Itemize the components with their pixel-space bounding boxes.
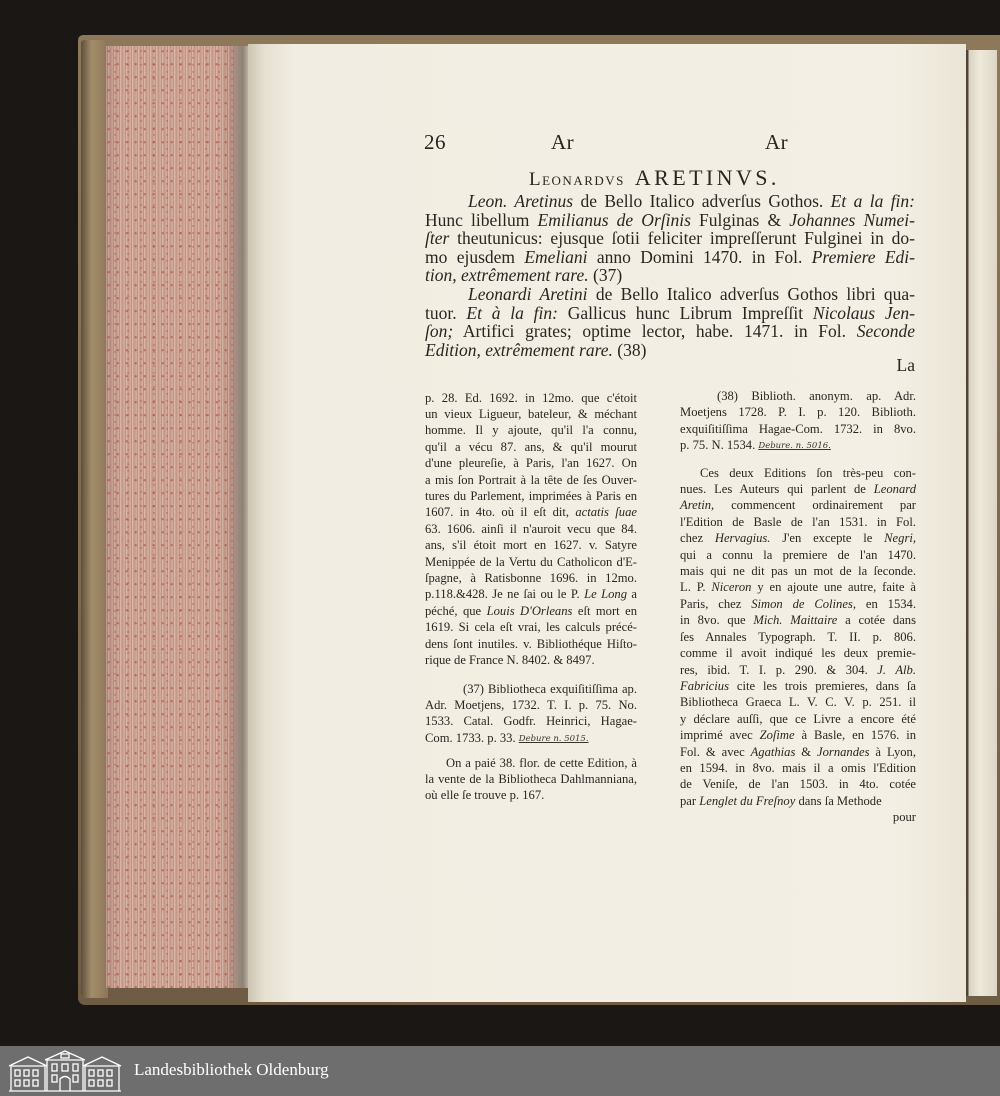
text-run: où elle ſe trouve p. 167. (425, 788, 545, 803)
paragraph (425, 390, 637, 669)
handwritten-annotation: Debure. n. 5016. (758, 441, 831, 452)
text-run: nues. Les Auteurs qui parlent de (680, 482, 874, 497)
text-run: 1533. Catal. Godfr. Heinrici, Hagae- (425, 714, 637, 729)
text-run: un vieux Ligueur, bateleur, & méchant (425, 407, 637, 421)
text-run: a (627, 587, 637, 602)
text-run: Fol. & avec (680, 744, 751, 759)
text-line (680, 421, 916, 437)
page-catchword: pour (892, 810, 916, 825)
italic-text-run: Johannes Numei- (789, 209, 915, 230)
italic-text-run: J. Alb. (877, 662, 916, 677)
italic-text-run: ſter (425, 228, 450, 249)
text-run: (38) Biblioth. anonym. ap. Adr. (717, 389, 916, 403)
text-run: J'en excepte le (770, 531, 885, 546)
text-line (425, 285, 915, 304)
text-line (680, 563, 916, 579)
text-line (425, 504, 637, 520)
text-line (425, 390, 637, 406)
footnotes-left-column (425, 390, 637, 804)
text-run: homme. Il y ajoute, qu'il l'a connu, (425, 423, 637, 438)
text-line (425, 603, 637, 619)
text-line (425, 439, 637, 455)
footnotes-right-column (680, 388, 916, 826)
text-run: ſpagne, à Ratisbonne 1696. in 12mo. (425, 571, 637, 586)
italic-text-run: Et à la fin: (466, 302, 558, 323)
text-line (680, 497, 916, 513)
text-run: à Basle, en 1576. in (794, 728, 916, 743)
text-run: mais qui ne dit pas un mot de la ſeconde. (680, 564, 916, 579)
text-line (680, 388, 916, 404)
text-line (680, 776, 916, 792)
italic-text-run: Emilianus de Orſinis (537, 209, 691, 230)
heading-surname: ARETINVS. (634, 165, 780, 190)
text-line (680, 678, 916, 694)
italic-text-run: Fabricius (680, 678, 729, 693)
italic-text-run: ſon; (425, 321, 454, 342)
text-line (425, 406, 637, 422)
library-footer-banner (0, 1046, 1000, 1096)
text-line (425, 697, 637, 713)
text-run: p. 28. Ed. 1692. in 12mo. que c'étoit (425, 390, 637, 405)
paragraph (425, 285, 915, 359)
text-run: qu'il a vécu 87. ans, & qu'il mourut (425, 439, 637, 454)
italic-text-run: Seconde (856, 321, 915, 342)
italic-text-run: Hervagius. (714, 531, 771, 546)
text-line (425, 472, 637, 488)
text-line (425, 229, 915, 248)
italic-text-run: Lenglet du Freſnoy (699, 793, 796, 808)
text-run: (37) (588, 265, 623, 286)
text-run: tuor. (425, 302, 467, 323)
running-head-right: Ar (765, 130, 789, 154)
text-run: d'une pleureſie, à Paris, l'an 1627. On (425, 456, 637, 471)
italic-text-run: Leonard (873, 482, 916, 497)
italic-text-run: Niceron (711, 580, 752, 595)
text-run: en 1594. in 8vo. mais il a omis l'Edition (680, 760, 916, 775)
text-run: Fulginas & (690, 209, 790, 230)
text-run: Hunc libellum (425, 209, 538, 230)
text-run: commencent ordinairement par (714, 498, 916, 513)
text-run: Artifici grates; optime lector, habe. 1471. in Fol. (453, 321, 857, 342)
italic-text-run: Negri, (884, 531, 916, 546)
text-line (680, 547, 916, 563)
text-line (680, 662, 916, 678)
text-run: imprimé avec (680, 728, 760, 743)
text-run: ans, s'il étoit mort en 1627. v. Satyre (425, 538, 637, 553)
text-run: & (795, 744, 818, 759)
text-run: exquiſitiſſima Hagae-Com. 1732. in 8vo. (680, 421, 916, 436)
book-cover-edge (81, 40, 108, 998)
text-run: par (680, 793, 700, 808)
text-line (680, 514, 916, 530)
text-line (425, 422, 637, 438)
text-run: (38) (612, 339, 647, 360)
library-name: Landesbibliothek Oldenburg (134, 1060, 329, 1079)
text-line (425, 570, 637, 586)
text-line (680, 596, 916, 612)
italic-text-run: Et a la fin: (830, 191, 915, 211)
text-line (680, 612, 916, 628)
text-run: Bibliotheca Graeca L. V. C. V. p. 251. il (680, 695, 916, 710)
text-line (425, 521, 637, 537)
text-line (425, 211, 915, 230)
text-run: 1607. in 4to. où il eſt dit, (425, 505, 576, 520)
text-line (680, 793, 916, 809)
paragraph (425, 681, 637, 748)
text-run: de Veniſe, de l'an 1503. in 4to. cotée (680, 777, 916, 792)
italic-text-run: tion, extrêmement rare. (425, 265, 589, 286)
text-run: a mis ſon Portrait à la tête de ſes Ouver- (425, 472, 637, 487)
text-line (680, 530, 916, 546)
text-run: p. 75. N. 1534. (680, 438, 759, 453)
text-run: p.118.&428. Je ne ſai ou le P. (425, 587, 585, 602)
text-run: anno Domini 1470. in Fol. (587, 246, 812, 267)
text-run: Moetjens 1728. P. I. p. 120. Biblioth. (680, 405, 916, 420)
text-line (425, 586, 637, 602)
text-line (425, 787, 637, 803)
italic-text-run: actatis ſuae (575, 505, 637, 520)
text-line (680, 727, 916, 743)
text-line (680, 437, 916, 454)
library-building-icon (7, 1049, 123, 1093)
text-run: mo ejusdem (425, 246, 525, 267)
text-run: de Bello Italico adverſus Gothos. (573, 191, 831, 211)
text-line (680, 744, 916, 760)
facing-page-edge (966, 50, 997, 996)
text-line (425, 636, 637, 652)
text-run: a cotée dans (837, 613, 916, 628)
text-line (680, 760, 916, 776)
text-run: y déclare auſſi, que ce Livre a encore été (680, 711, 916, 726)
paragraph (425, 755, 637, 804)
text-run: Adr. Moetjens, 1732. T. I. p. 75. No. (425, 697, 637, 712)
text-run: qui a connu la premiere de l'an 1470. (680, 547, 916, 562)
handwritten-annotation: Debure n. 5015. (518, 733, 589, 744)
text-line (425, 730, 637, 747)
italic-text-run: Louis D'Orleans (486, 603, 573, 618)
text-run: L. P. (680, 580, 712, 595)
text-line (425, 554, 637, 570)
text-line (425, 304, 915, 323)
italic-text-run: Jornandes (817, 744, 870, 759)
text-run: chez (680, 531, 715, 546)
bibliographic-entries (425, 192, 915, 359)
book-page (248, 44, 966, 1002)
text-run: en 1534. (855, 596, 916, 611)
italic-text-run: Simon de Colines, (751, 596, 856, 611)
text-run: Paris, chez (680, 596, 752, 611)
text-run: dans ſa Methode (795, 793, 882, 808)
text-line (425, 652, 637, 668)
text-run: tures du Parlement, imprimées à Paris en (425, 489, 637, 504)
page-number: 26 (424, 130, 446, 154)
text-run: (37) Bibliotheca exquiſitiſſima ap. (463, 681, 637, 696)
running-head-left: Ar (551, 130, 575, 154)
text-run: péché, que (425, 603, 487, 618)
text-line (680, 645, 916, 661)
italic-text-run: Premiere Edi- (811, 246, 915, 267)
italic-text-run: Zoſime (759, 728, 795, 743)
italic-text-run: Aretin, (680, 498, 715, 513)
text-run: cite les trois premieres, dans ſa (728, 678, 916, 693)
text-line (680, 629, 916, 645)
text-line (680, 579, 916, 595)
text-run: comme il avoit indiqué les deux premie- (680, 646, 916, 661)
text-run: la vente de la Bibliotheca Dahlmanniana, (425, 772, 637, 787)
entries-catchword: La (896, 355, 915, 375)
text-line (425, 537, 637, 553)
text-run: à Lyon, (869, 744, 916, 759)
text-line (425, 248, 915, 267)
text-line (680, 694, 916, 710)
text-run: ſes Annales Typograph. T. II. p. 806. (680, 629, 916, 644)
text-run: Gallicus hunc Librum Impreſſit (557, 302, 813, 323)
italic-text-run: Agathias (750, 744, 796, 759)
text-run: 63. 1606. ainſi il n'auroit vecu que 84. (425, 521, 637, 536)
italic-text-run: Leon. Aretinus (468, 191, 574, 211)
italic-text-run: Mich. Maittaire (753, 613, 838, 628)
text-line (425, 755, 637, 771)
entry-heading (529, 166, 780, 193)
text-run: y en ajoute une autre, faite à (751, 580, 916, 595)
italic-text-run: Leonardi Aretini (468, 283, 588, 304)
text-line (680, 711, 916, 727)
text-run: de Bello Italico adverſus Gothos libri qua- (587, 283, 916, 304)
text-run: eſt mort en (572, 603, 637, 618)
text-run: res, ibid. T. I. p. 290. & 304. (680, 662, 878, 677)
italic-text-run: Edition, extrêmement rare. (425, 339, 613, 360)
text-run: rique de France N. 8402. & 8497. (425, 653, 595, 668)
text-line (425, 488, 637, 504)
heading-first-name: Leonardvs (529, 169, 625, 190)
text-run: 1619. Si cela eſt vrai, les calculs précé- (425, 620, 637, 635)
text-run: l'Edition de Basle de l'an 1531. in Fol. (680, 514, 916, 529)
text-run: Menippée de la Vertu du Catholicon d'E- (425, 554, 637, 569)
text-line (425, 322, 915, 341)
text-line (680, 481, 916, 497)
text-run: theutunicus: ejusque ſotii feliciter impreſſerunt Fulginei in do- (449, 228, 915, 249)
text-line (425, 455, 637, 471)
text-line (680, 465, 916, 481)
italic-text-run: Nicolaus Jen- (812, 302, 916, 323)
paragraph (680, 465, 916, 810)
text-run: dens ſont inutiles. v. Bibliothéque Hiſto- (425, 636, 637, 651)
page-block-fore-edge (106, 46, 236, 988)
text-run: Com. 1733. p. 33. (425, 730, 519, 745)
paragraph (680, 388, 916, 455)
text-line (425, 771, 637, 787)
text-line (425, 266, 915, 285)
text-line (680, 404, 916, 420)
text-line (425, 619, 637, 635)
text-line (425, 192, 915, 211)
italic-text-run: Le Long (584, 587, 627, 602)
text-line (425, 713, 637, 729)
paragraph (425, 192, 915, 285)
text-run: On a paié 38. flor. de cette Edition, à (446, 755, 637, 770)
text-run: in 8vo. que (680, 613, 754, 628)
text-run: Ces deux Editions ſon très-peu con- (700, 465, 916, 480)
text-line (425, 681, 637, 697)
italic-text-run: Emeliani (524, 246, 588, 267)
